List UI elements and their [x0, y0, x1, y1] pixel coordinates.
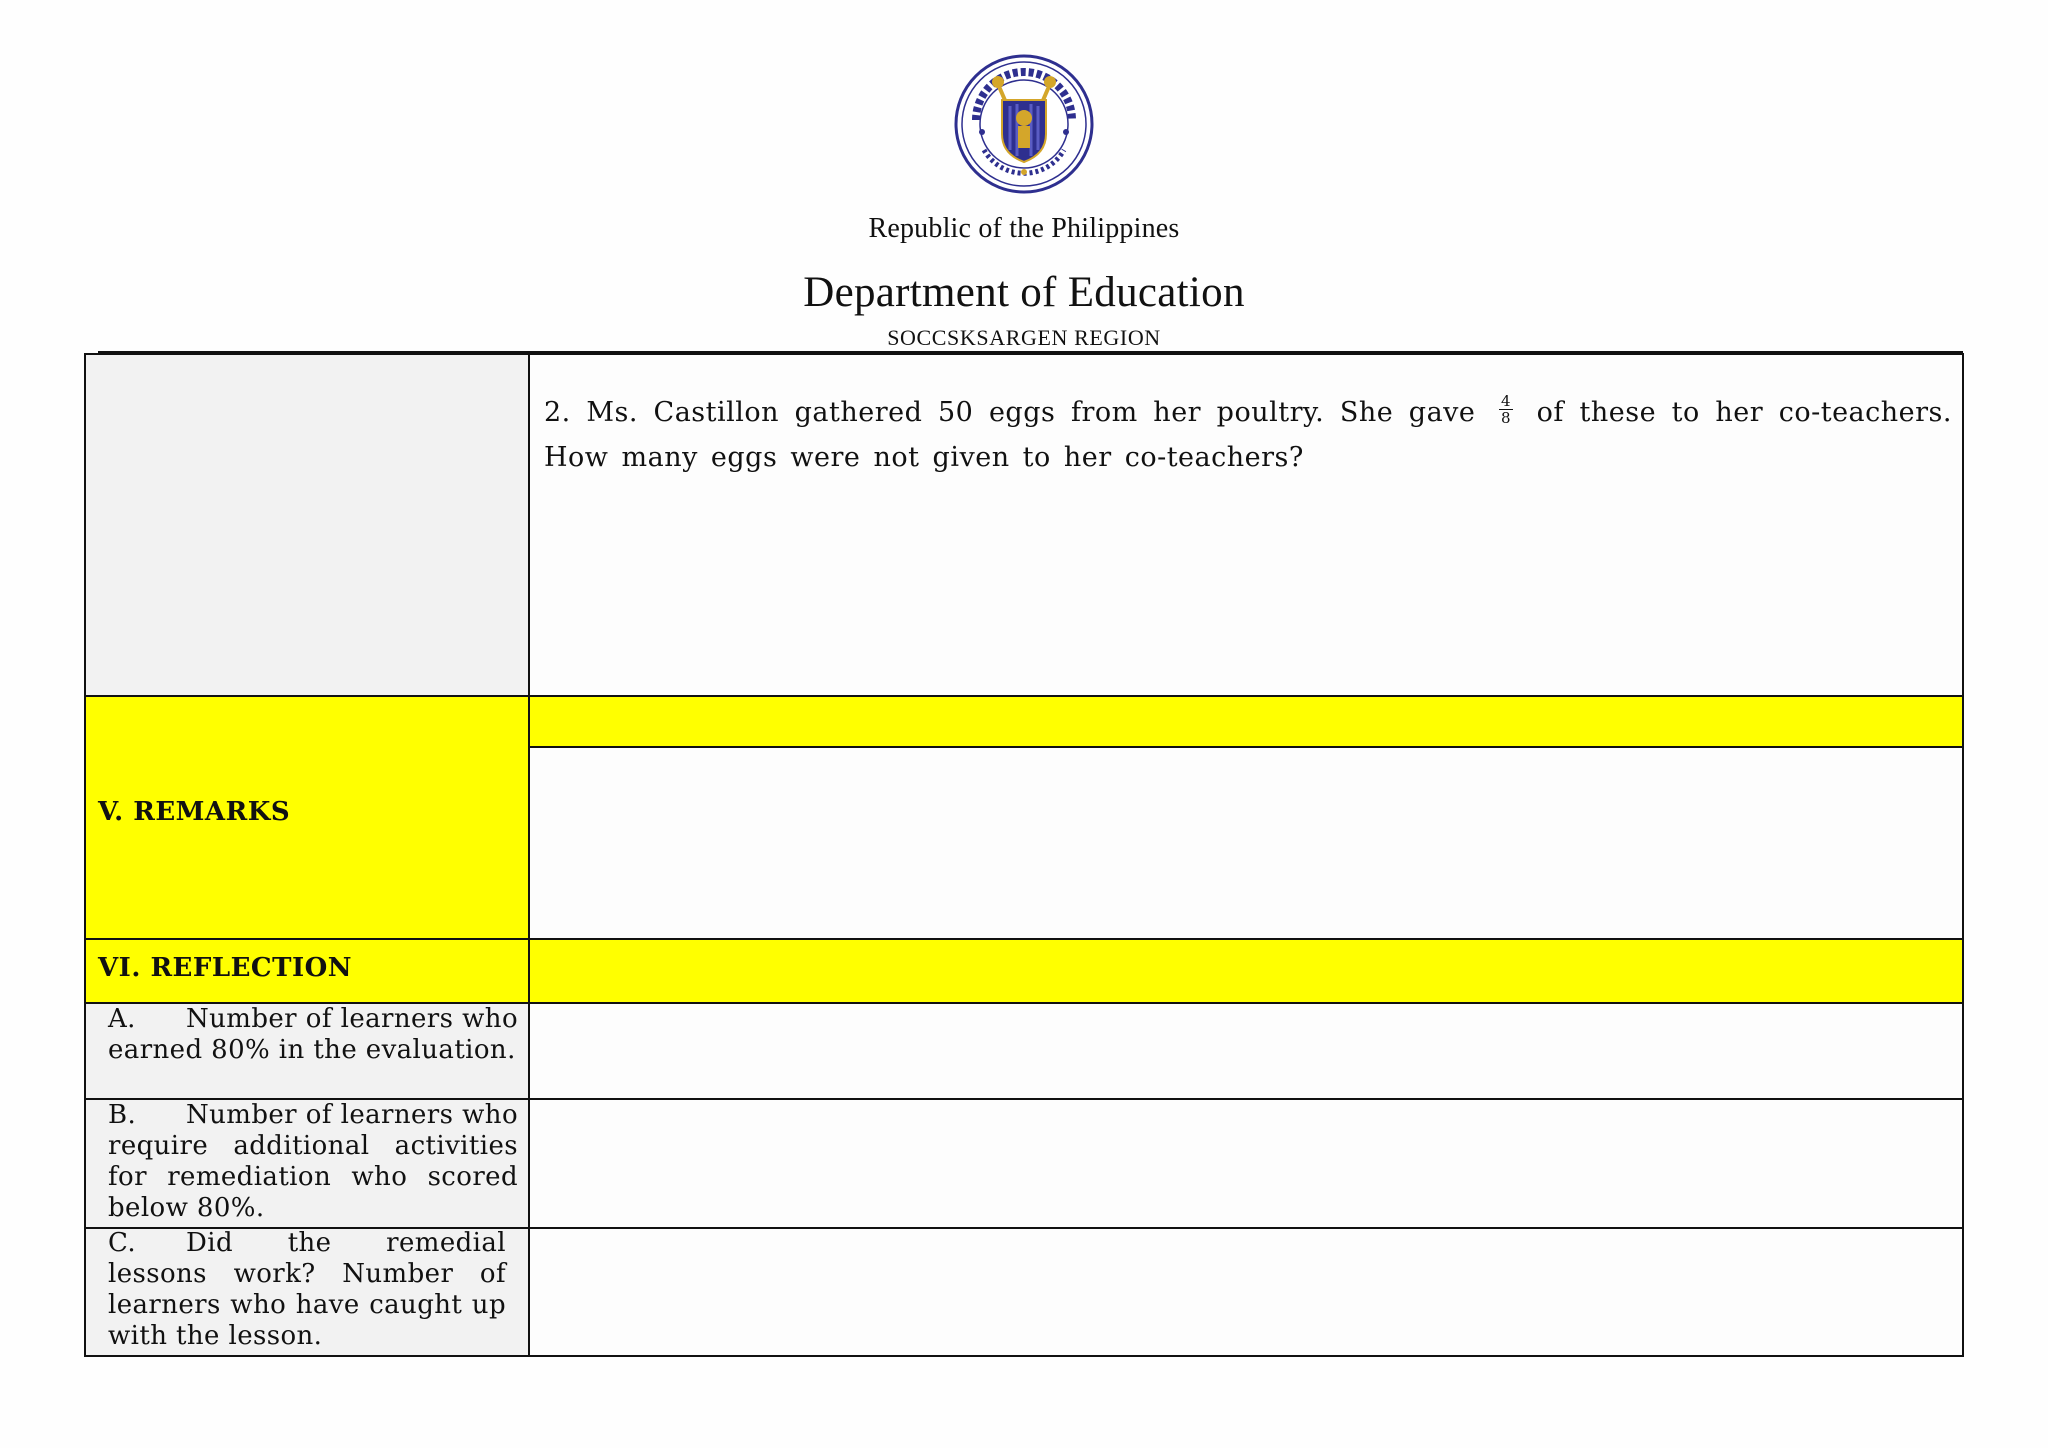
reflection-b-marker: B.: [108, 1100, 137, 1130]
reflection-item-c: [108, 1228, 506, 1352]
problem-text-after: of these to her co-teachers. How many eggs were not given to her co-teachers?: [544, 397, 1952, 473]
problem-text-before: 2. Ms. Castillon gathered 50 eggs from her poultry. She gave: [544, 397, 1476, 428]
reflection-c-text: Did the remedial lessons work? Number of learners who have caught up with the lesson.: [108, 1228, 506, 1351]
reflection-b-answer-cell[interactable]: [528, 1098, 1964, 1229]
reflection-heading: VI. REFLECTION: [98, 953, 353, 983]
remarks-content-cell[interactable]: [528, 746, 1964, 940]
deped-seal-logo: [954, 54, 1094, 194]
reflection-item-b: [108, 1100, 518, 1224]
problem-text: [544, 390, 1952, 480]
department-heading: Department of Education: [803, 269, 1245, 316]
region-heading: SOCCSKSARGEN REGION: [887, 325, 1161, 350]
reflection-item-a: [108, 1004, 518, 1066]
reflection-a-answer-cell[interactable]: [528, 1002, 1964, 1100]
republic-heading: Republic of the Philippines: [868, 213, 1180, 244]
reflection-c-marker: C.: [108, 1228, 137, 1258]
reflection-highlight-bar: [528, 938, 1964, 1004]
reflection-b-text: Number of learners who require additional activities for remediation who scored below 80%.: [108, 1100, 518, 1223]
remarks-heading: V. REMARKS: [98, 797, 291, 827]
problem-label-cell: [84, 353, 530, 697]
reflection-a-marker: A.: [108, 1004, 136, 1034]
reflection-c-answer-cell[interactable]: [528, 1227, 1964, 1357]
fraction-denominator: 8: [1501, 409, 1512, 427]
reflection-a-text: Number of learners who earned 80% in the evaluation.: [108, 1004, 518, 1065]
fraction-numerator: 4: [1501, 392, 1512, 410]
remarks-highlight-bar: [528, 695, 1964, 748]
fraction: [1499, 393, 1513, 426]
